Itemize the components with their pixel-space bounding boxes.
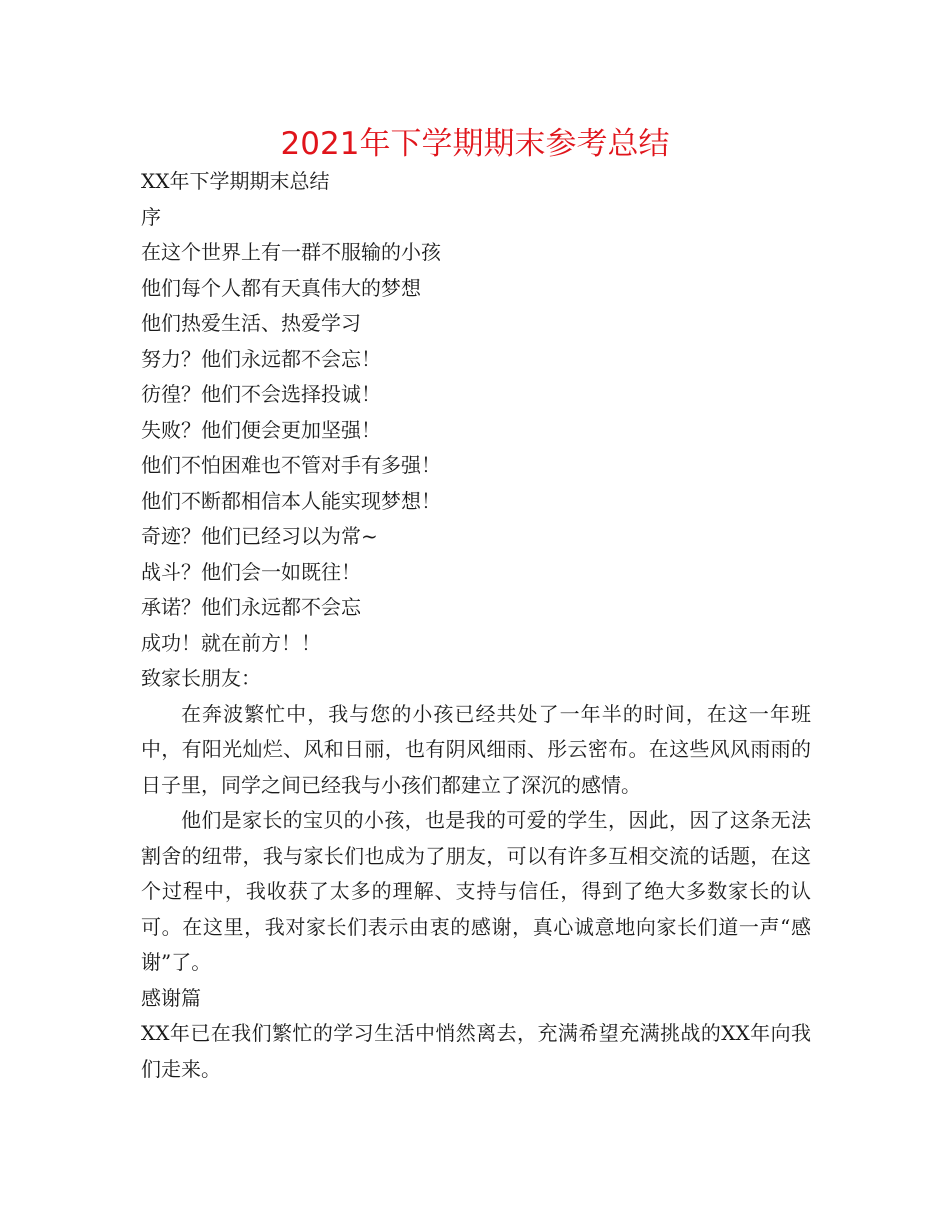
text-line: 奇迹？他们已经习以为常~ (141, 524, 378, 548)
paragraph: 在奔波繁忙中，我与您的小孩已经共处了一年半的时间，在这一年班中，有阳光灿烂、风和日丽，也有阴风细雨、彤云密布。在这些风风雨雨的日子里，同学之间已经我与小孩们都建立了深沉的感情。 (141, 701, 811, 797)
text-line: 努力？他们永远都不会忘！ (141, 346, 381, 371)
text-line: 他们不怕困难也不管对手有多强！ (141, 453, 441, 477)
text-line: 承诺？他们永远都不会忘 (141, 595, 361, 619)
text-line: 他们不断都相信本人能实现梦想！ (141, 488, 441, 513)
text-line: XX年下学期期末总结 (141, 169, 330, 193)
section-heading: 感谢篇 (141, 985, 201, 1010)
text-line: 他们热爱生活、热爱学习 (141, 311, 361, 335)
document-title: 2021年下学期期末参考总结 (280, 126, 670, 162)
paragraph: 他们是家长的宝贝的小孩，也是我的可爱的学生，因此，因了这条无法割舍的纽带，我与家长们也成为了朋友，可以有许多互相交流的话题，在这个过程中，我收获了太多的理解、支持与信任，得到了绝大多数家长的认可。在这里，我对家长们表示由衷的感谢，真心诚意地向家长们道一声“感谢”了。 (141, 808, 811, 974)
text-line: 成功！就在前方！！ (141, 630, 321, 655)
text-line: 在这个世界上有一群不服输的小孩 (141, 240, 441, 264)
document-body (141, 164, 811, 1087)
text-line: 彷徨？他们不会选择投诚！ (141, 382, 381, 406)
text-line: 战斗？他们会一如既往！ (141, 559, 361, 584)
text-line: 他们每个人都有天真伟大的梦想 (141, 275, 421, 300)
text-line: 致家长朋友： (141, 666, 261, 690)
text-line: 失败？他们便会更加坚强！ (141, 417, 381, 442)
text-line: 序 (141, 204, 161, 229)
paragraph: XX年已在我们繁忙的学习生活中悄然离去，充满希望充满挑战的XX年向我们走来。 (141, 1021, 811, 1081)
